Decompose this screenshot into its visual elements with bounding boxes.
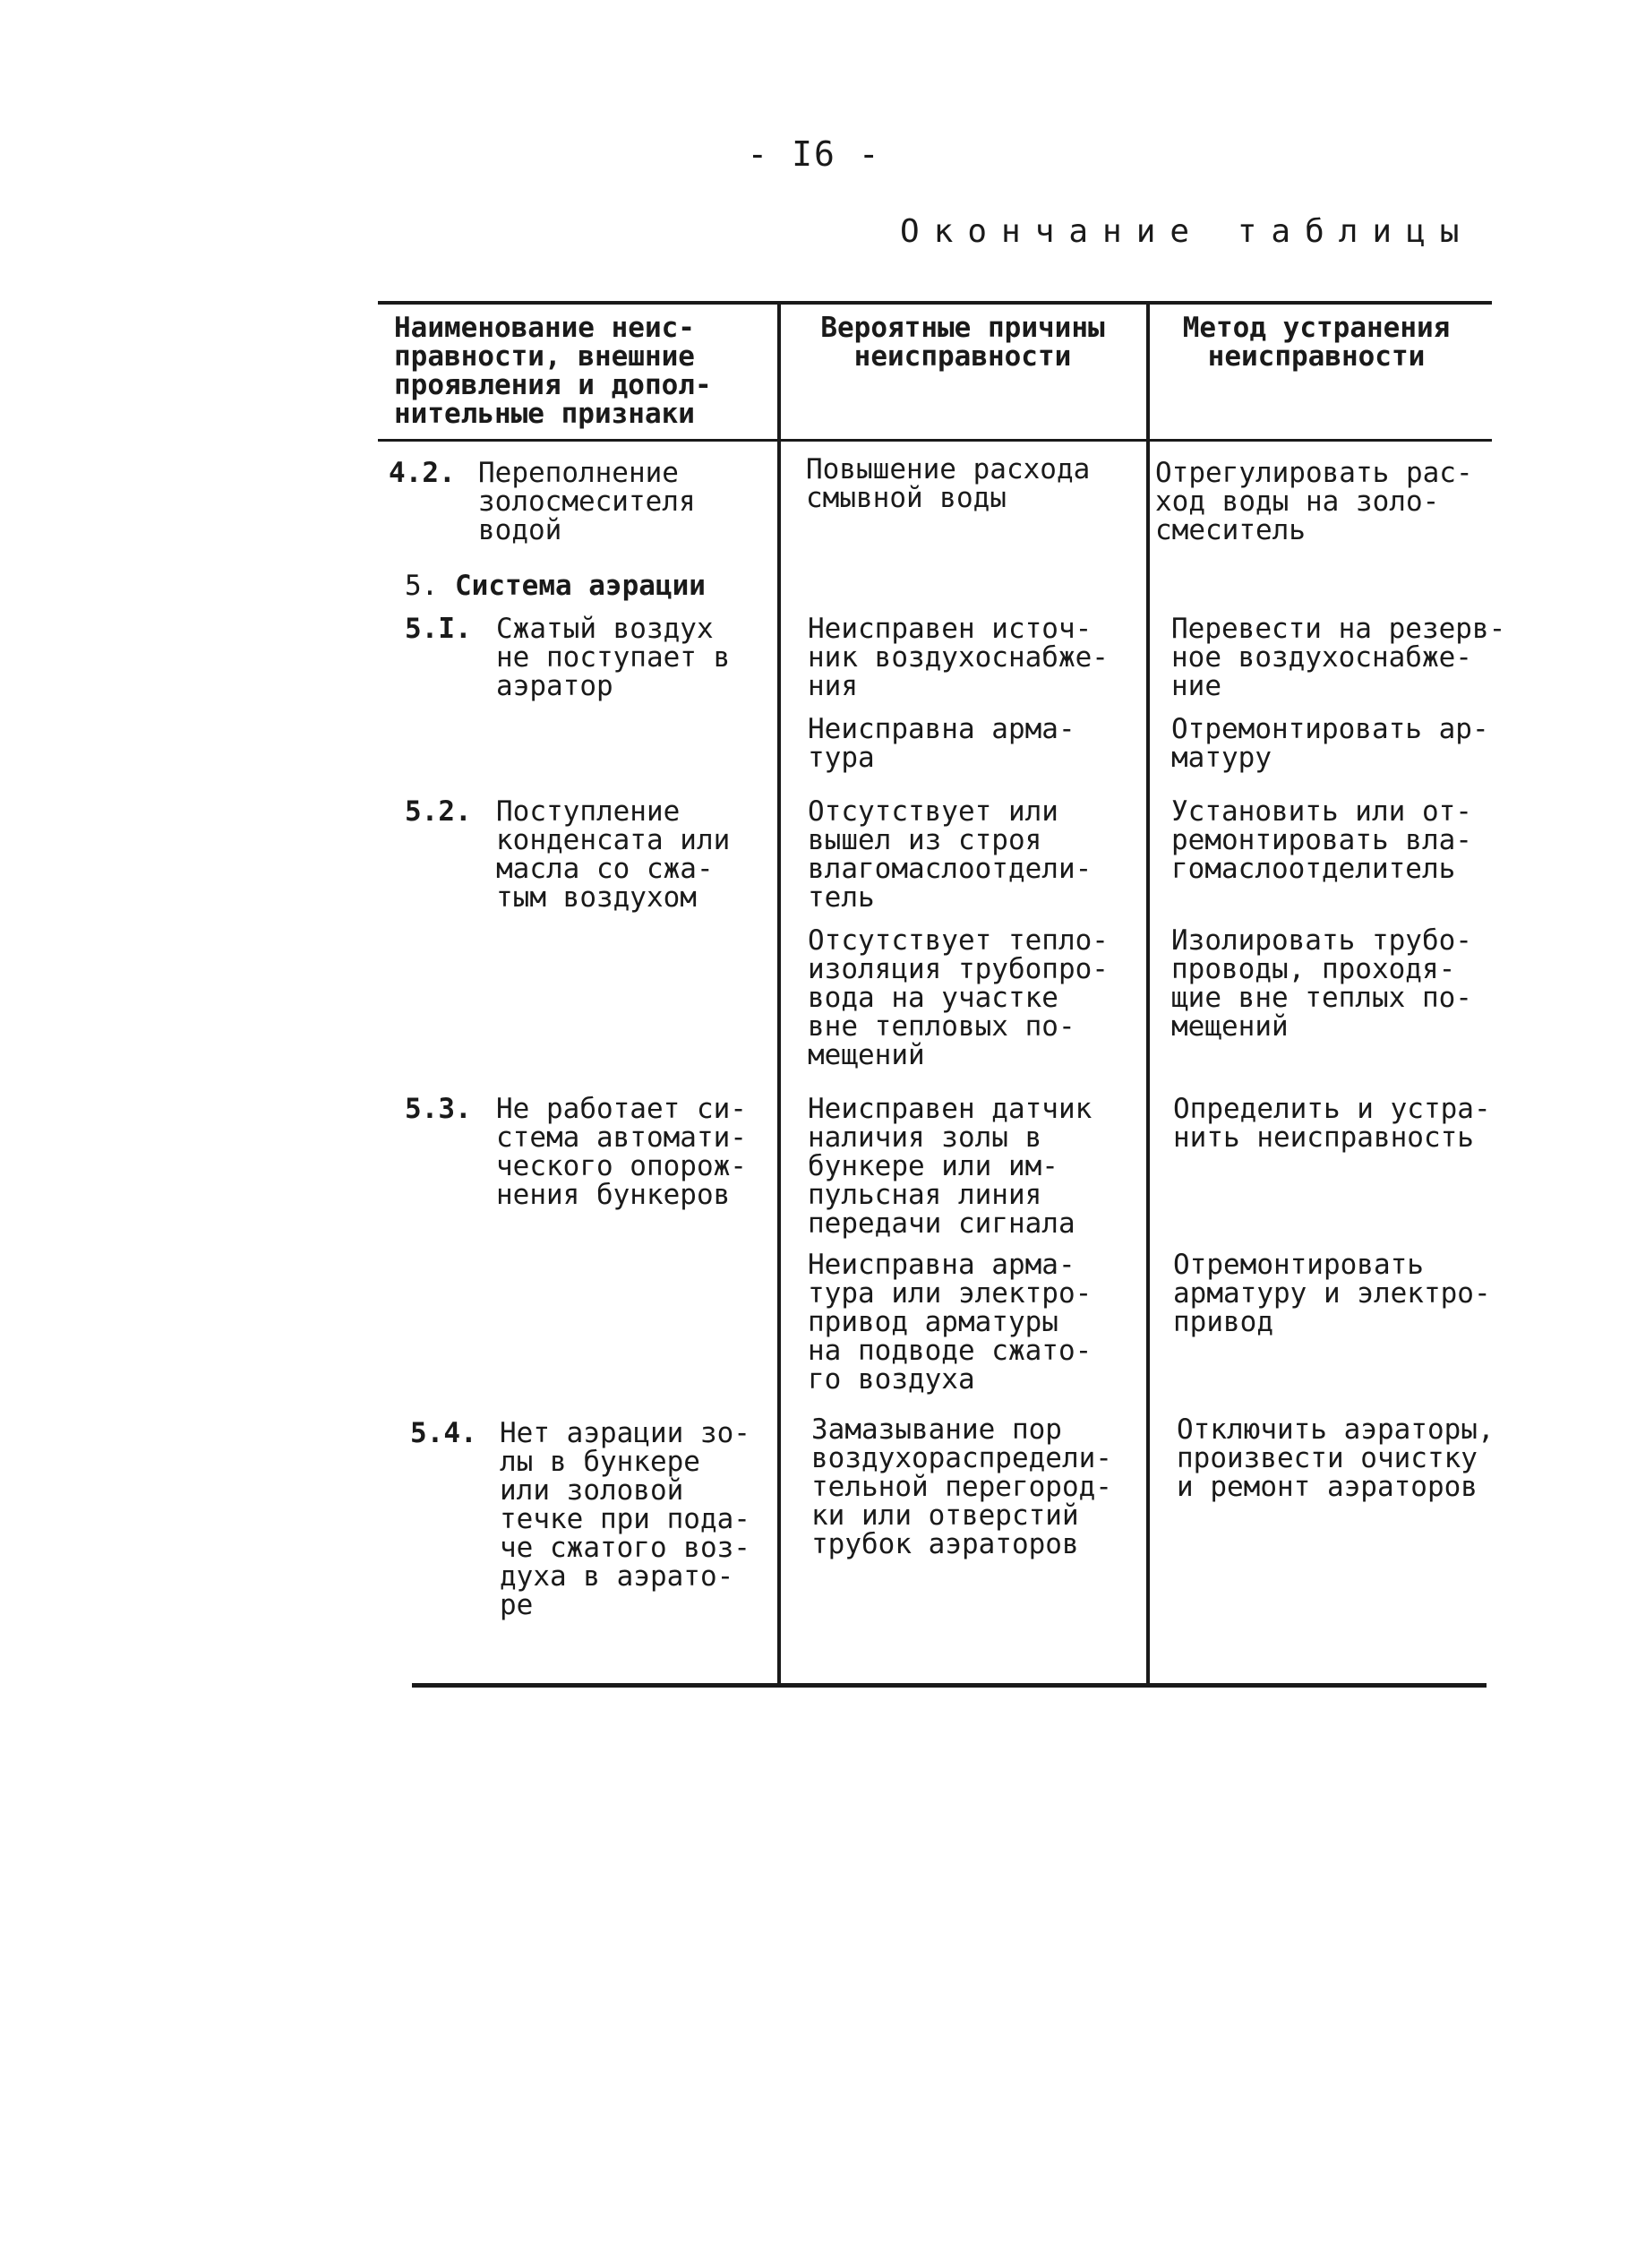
row-4-2-method: Отрегулировать рас- ход воды на золо- смеситель (1155, 457, 1473, 546)
row-5-2-cause-2: Отсутствует тепло- изоляция трубопро- вода на участке вне тепловых по- мещений (808, 924, 1109, 1071)
row-4-2-number: 4.2. (389, 457, 456, 489)
row-5-1-cause-1: Неисправен источ- ник воздухоснабже- ния (808, 613, 1109, 702)
row-4-2-cause: Повышение расхода смывной воды (806, 453, 1091, 514)
header-fault-name: Наименование неис- правности, внешние проявления и допол- нительные признаки (394, 312, 712, 430)
row-5-2-number: 5.2. (405, 795, 472, 828)
column-divider-2 (1146, 301, 1150, 1685)
row-5-2-method-1: Установить или от- ремонтировать вла- гомаслоотделитель (1171, 795, 1472, 885)
row-5-2-method-2: Изолировать трубо- проводы, проходя- щие вне теплых по- мещений (1171, 924, 1472, 1043)
row-5-1-method-2: Отремонтировать ар- матуру (1171, 713, 1489, 774)
header-fix-method: Метод устранения неисправности (1182, 312, 1451, 373)
row-5-3-cause-1: Неисправен датчик наличия золы в бункере или им- пульсная линия передачи сигнала (808, 1093, 1092, 1240)
row-5-2-fault: Поступление конденсата или масла со сжа- тым воздухом (496, 795, 731, 914)
table-bottom-border (412, 1683, 1487, 1688)
table-top-border (378, 301, 1492, 305)
row-5-3-method-2: Отремонтировать арматуру и электро- привод (1173, 1249, 1491, 1338)
row-5-1-cause-2: Неисправна арма- тура (808, 713, 1075, 774)
row-5-3-number: 5.3. (405, 1093, 472, 1125)
row-5-4-number: 5.4. (410, 1417, 477, 1449)
page-number: - I6 - (747, 134, 881, 174)
table-caption: Окончание таблицы (900, 213, 1474, 250)
row-5-4-fault: Нет аэрации зо- лы в бункере или золовой течке при пода- че сжатого воз- духа в аэрато- ре (500, 1417, 750, 1621)
section-5-title: Система аэрации (455, 570, 706, 602)
row-5-1-number: 5.I. (405, 613, 472, 645)
section-5-number: 5. (405, 570, 439, 602)
row-5-1-fault: Сжатый воздух не поступает в аэратор (496, 613, 731, 702)
header-bottom-border (378, 439, 1492, 442)
row-5-1-method-1: Перевести на резерв- ное воздухоснабже- ние (1171, 613, 1506, 702)
row-5-3-cause-2: Неисправна арма- тура или электро- привод арматуры на подводе сжато- го воздуха (808, 1249, 1092, 1396)
row-5-4-method: Отключить аэраторы, произвести очистку и ремонт аэраторов (1177, 1413, 1495, 1503)
row-5-3-method-1: Определить и устра- нить неисправность (1173, 1093, 1491, 1154)
row-5-3-fault: Не работает си- стема автомати- ческого опорож- нения бункеров (496, 1093, 747, 1211)
row-4-2-fault: Переполнение золосмесителя водой (478, 457, 696, 546)
row-5-2-cause-1: Отсутствует или вышел из строя влагомаслоотдели- тель (808, 795, 1092, 914)
column-divider-1 (777, 301, 781, 1685)
row-5-4-cause: Замазывание пор воздухораспредели- тельной перегород- ки или отверстий трубок аэраторов (811, 1413, 1112, 1560)
section-5-heading (405, 571, 706, 600)
header-probable-causes: Вероятные причины неисправности (820, 312, 1105, 373)
